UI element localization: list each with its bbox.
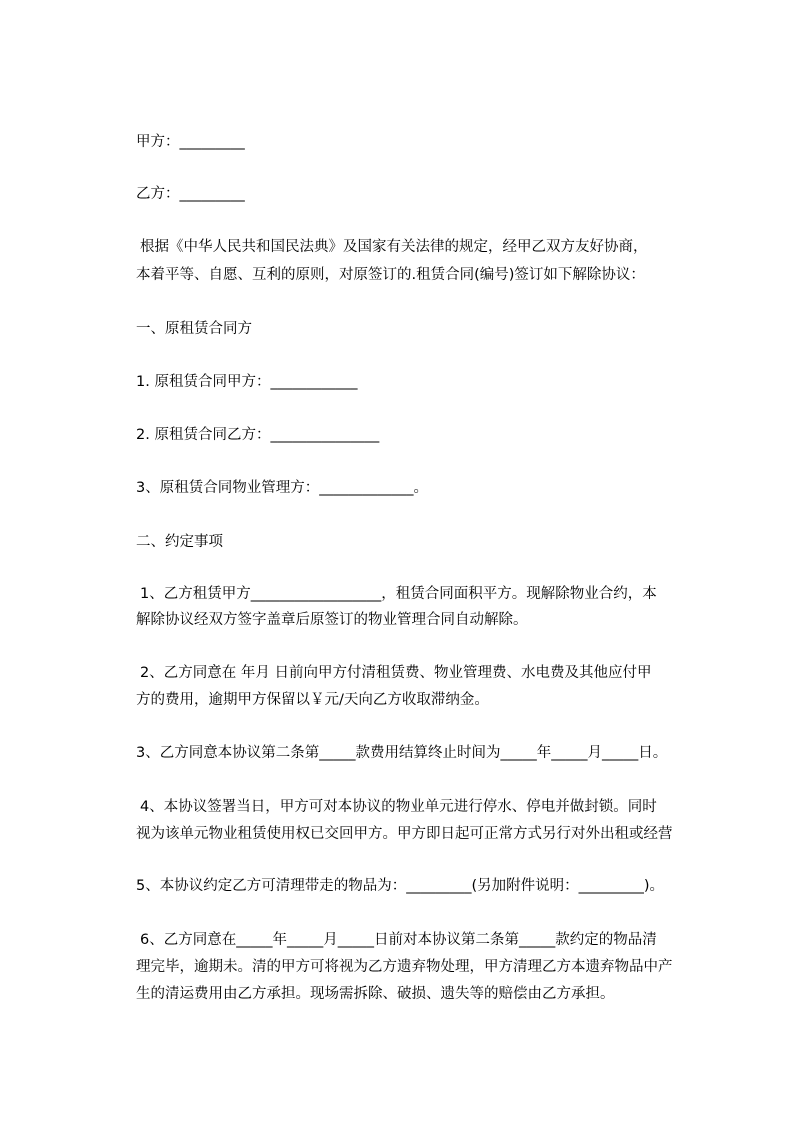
clause-5-line-1: 5、本协议约定乙方可清理带走的物品为：_________(另加附件说明：_________)。 (136, 878, 665, 894)
intro-line-1: 根据《中华人民共和国民法典》及国家有关法律的规定，经甲乙双方友好协商， (140, 239, 648, 255)
item-1-1: 1. 原租赁合同甲方：____________ (136, 374, 358, 390)
intro-line-2: 本着平等、自愿、互利的原则，对原签订的.租赁合同(编号)签订如下解除协议： (136, 267, 645, 283)
clause-4-line-1: 4、本协议签署当日，甲方可对本协议的物业单元进行停水、停电并做封锁。同时 (140, 799, 657, 815)
clause-6-line-1: 6、乙方同意在_____年_____月_____日前对本协议第二条第_____款约定的物品清 (140, 932, 657, 948)
section-1-heading: 一、原租赁合同方 (136, 321, 252, 337)
item-1-3: 3、原租赁合同物业管理方：_____________。 (136, 480, 428, 496)
clause-3-line-1: 3、乙方同意本协议第二条第_____款费用结算终止时间为_____年_____月_____日。 (136, 745, 668, 761)
clause-2-line-1: 2、乙方同意在 年月 日前向甲方付清租赁费、物业管理费、水电费及其他应付甲 (140, 665, 652, 681)
clause-1-line-2: 解除协议经双方签字盖章后原签订的物业管理合同自动解除。 (136, 612, 528, 628)
party-a-line: 甲方：_________ (136, 134, 245, 150)
party-b-line: 乙方：_________ (136, 186, 245, 202)
clause-1-line-1: 1、乙方租赁甲方__________________，租赁合同面积平方。现解除物业合约，本 (140, 586, 657, 602)
item-1-2: 2. 原租赁合同乙方：_______________ (136, 427, 380, 443)
clause-2-line-2: 方的费用，逾期甲方保留以￥元/天向乙方收取滞纳金。 (136, 692, 489, 708)
section-2-heading: 二、约定事项 (136, 534, 223, 550)
clause-6-line-3: 生的清运费用由乙方承担。现场需拆除、破损、遗失等的赔偿由乙方承担。 (136, 986, 615, 1002)
clause-4-line-2: 视为该单元物业租赁使用权已交回甲方。甲方即日起可正常方式另行对外出租或经营 (136, 826, 673, 842)
clause-6-line-2: 理完毕，逾期未。清的甲方可将视为乙方遗弃物处理，甲方清理乙方本遗弃物品中产 (136, 959, 673, 975)
